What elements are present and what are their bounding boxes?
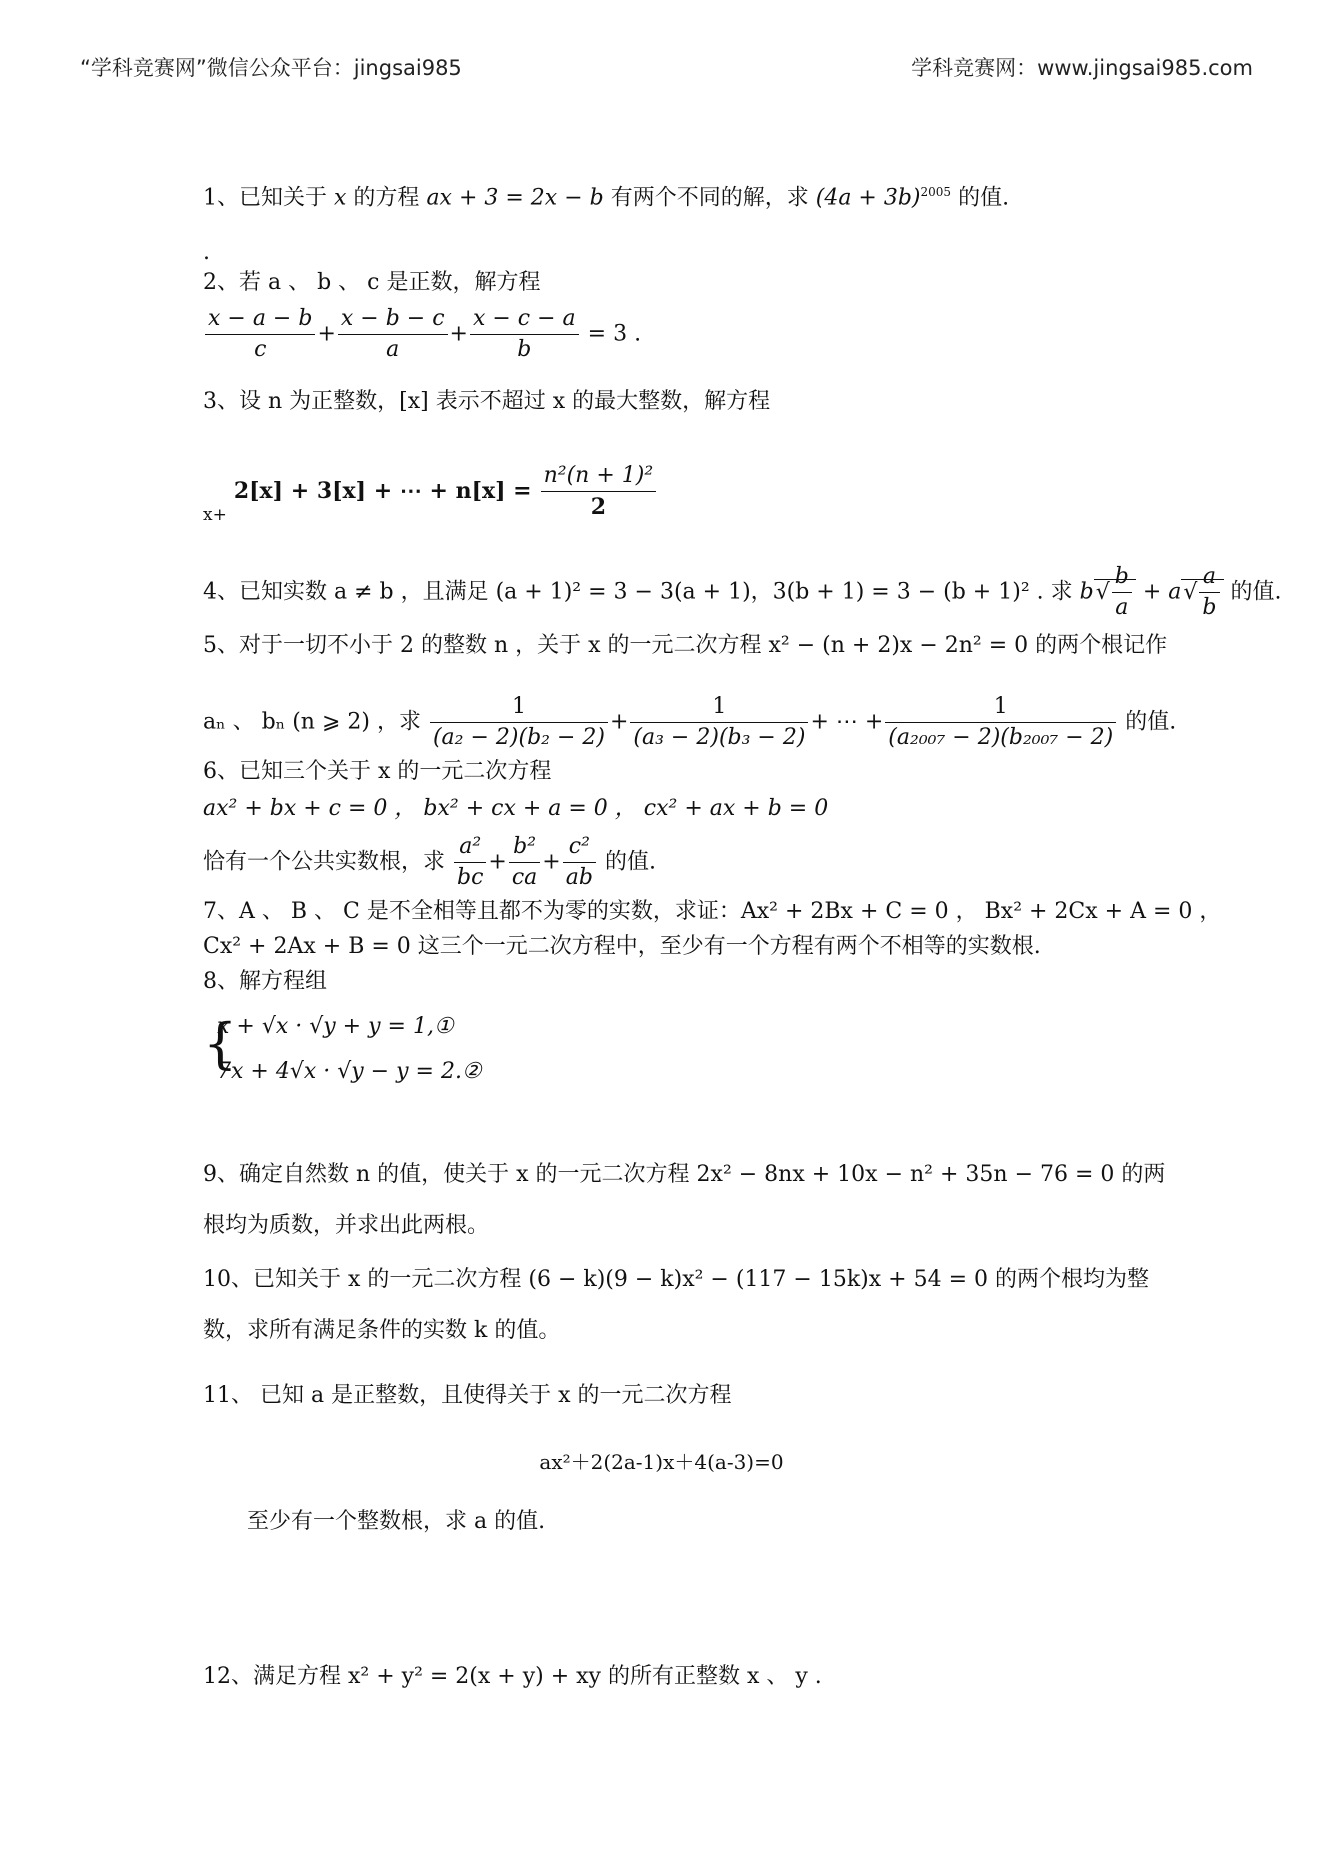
problem-7-line2: Cx² + 2Ax + B = 0 这三个一元二次方程中，至少有一个方程有两个不相等的实数根. xyxy=(203,934,1041,959)
fraction: $\frac{x - b - c}{a}$ xyxy=(338,304,448,365)
problem-4: 4、已知实数 a ≠ b ，且满足 (a + 1)² = 3 − 3(a + 1)，3(b + 1) = 3 − (b + 1)² . 求 b√ $\frac{b}{a}$ + a√ $\frac{a}{b}$ 的值. xyxy=(203,564,1282,620)
fraction: $\frac{\text{c²}}{ab}$ xyxy=(563,832,596,893)
fraction: $\frac{x - a - b}{c}$ xyxy=(205,304,315,365)
problem-2-text: 2、若 a 、 b 、 c 是正数，解方程 xyxy=(203,270,541,295)
fraction: $\frac{\text{a²}}{bc}$ xyxy=(454,832,486,893)
fraction: $\frac{\text{b²}}{ca}$ xyxy=(509,832,540,893)
fraction: $\frac{1}{\text{(a₂₀₀₇ − 2)(b₂₀₀₇ − 2)}}$ xyxy=(885,692,1116,753)
fraction: $\frac{x - c - a}{b}$ xyxy=(470,304,579,365)
problem-1: 1、已知关于 x 的方程 ax + 3 = 2x − b 有两个不同的解，求 $(4a + 3b)^{2005}$ 的值. xyxy=(203,185,1010,211)
problem-3-equation: $_{x+}$ 2[x] + 3[x] + ⋯ + n[x] = $\frac{\text{n²(n + 1)²}}{2}$ xyxy=(203,461,658,530)
problem-11-line1: 11、 已知 a 是正整数，且使得关于 x 的一元二次方程 xyxy=(203,1383,732,1408)
problem-7-line1: 7、A 、 B 、 C 是不全相等且都不为零的实数，求证：Ax² + 2Bx + C = 0 ， Bx² + 2Cx + A = 0 ， xyxy=(203,899,1222,924)
problem-6-text: 6、已知三个关于 x 的一元二次方程 xyxy=(203,759,552,784)
problem-5-sum: aₙ 、 bₙ (n ⩾ 2) ，求 $\frac{1}{\text{(a₂ − 2)(b₂ − 2)}}$ + $\frac{1}{\text{(a₃ − 2)(b₃ − 2)}}$ + ⋯ + $\frac{1}{\text{(a₂₀₀₇ − 2)(b₂₀₀₇ − 2)}}$ 的值. xyxy=(203,692,1176,753)
problem-9-line2: 根均为质数，并求出此两根。 xyxy=(203,1213,490,1238)
header-left: “学科竞赛网”微信公众平台：jingsai985 xyxy=(80,56,462,80)
fraction: $\frac{1}{\text{(a₂ − 2)(b₂ − 2)}}$ xyxy=(430,692,608,753)
header-right: 学科竞赛网：www.jingsai985.com xyxy=(911,56,1253,80)
problem-8-text: 8、解方程组 xyxy=(203,969,327,994)
problem-8-eq2: 7x + 4√x · √y − y = 2.② xyxy=(217,1059,482,1084)
problem-11-line3: 至少有一个整数根，求 a 的值. xyxy=(247,1509,546,1534)
system-brace: { xyxy=(203,1012,238,1075)
fraction: $\frac{1}{\text{(a₃ − 2)(b₃ − 2)}}$ xyxy=(630,692,808,753)
problem-1-dot: . xyxy=(203,240,210,265)
problem-6-equations: ax² + bx + c = 0 ， bx² + cx + a = 0 ， cx² + ax + b = 0 xyxy=(203,796,829,821)
problem-2-equation: $\frac{x - a - b}{c}$ + $\frac{x - b - c}{a}$ + $\frac{x - c - a}{b}$ = 3 . xyxy=(203,304,641,365)
problem-9-line1: 9、确定自然数 n 的值，使关于 x 的一元二次方程 2x² − 8nx + 10x − n² + 35n − 76 = 0 的两 xyxy=(203,1162,1166,1187)
problem-11-equation: ax²＋2(2a-1)x＋4(a-3)=0 xyxy=(539,1450,784,1474)
problem-12: 12、满足方程 x² + y² = 2(x + y) + xy 的所有正整数 x 、 y . xyxy=(203,1664,822,1689)
problem-3-text: 3、设 n 为正整数，[x] 表示不超过 x 的最大整数，解方程 xyxy=(203,389,771,414)
problem-5-text: 5、对于一切不小于 2 的整数 n ，关于 x 的一元二次方程 x² − (n + 2)x − 2n² = 0 的两个根记作 xyxy=(203,633,1168,658)
problem-8-eq1: x + √x · √y + y = 1,① xyxy=(217,1014,454,1039)
problem-6-expression: 恰有一个公共实数根，求 $\frac{\text{a²}}{bc}$ + $\frac{\text{b²}}{ca}$ + $\frac{\text{c²}}{ab}$ 的值. xyxy=(203,832,656,893)
fraction: $\frac{\text{n²(n + 1)²}}{2}$ xyxy=(541,461,657,523)
problem-10-line1: 10、已知关于 x 的一元二次方程 (6 − k)(9 − k)x² − (117 − 15k)x + 54 = 0 的两个根均为整 xyxy=(203,1267,1149,1292)
problem-10-line2: 数，求所有满足条件的实数 k 的值。 xyxy=(203,1318,561,1343)
